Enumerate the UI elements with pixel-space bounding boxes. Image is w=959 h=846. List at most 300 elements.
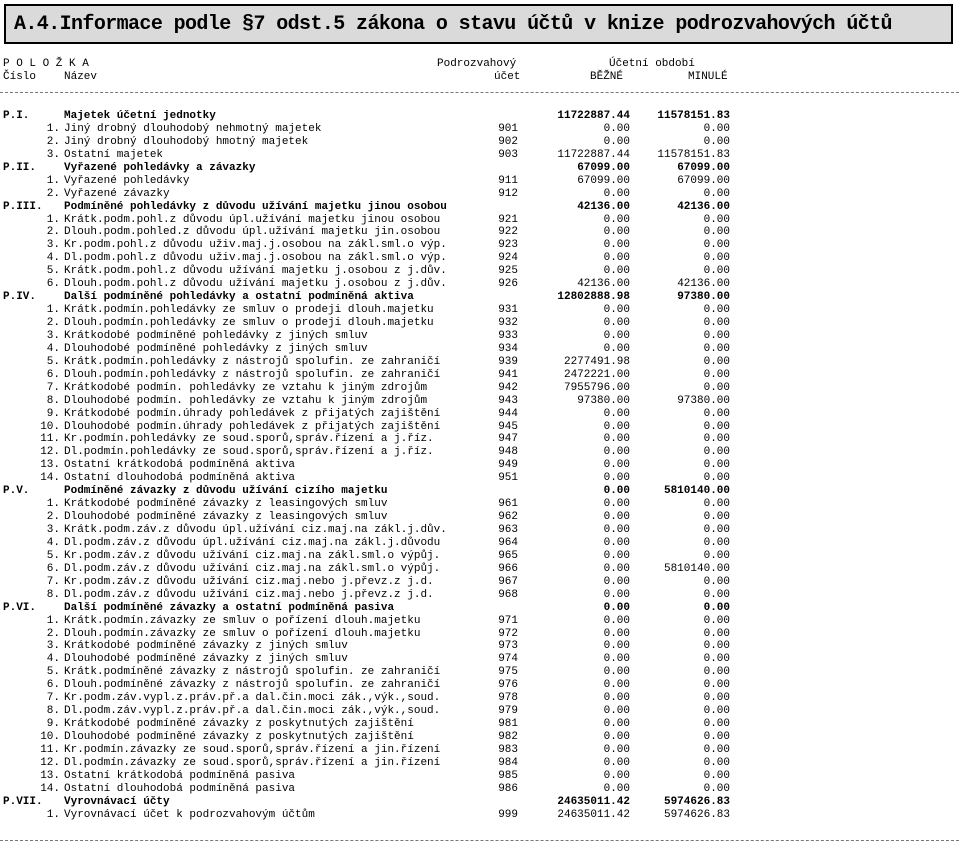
row-current-value: 0.00 [603, 705, 630, 718]
table-row [0, 563, 959, 576]
row-name: Ostatní krátkodobá podmíněná pasiva [64, 769, 296, 782]
table-row [0, 317, 959, 330]
table-row [0, 408, 959, 421]
row-previous-value: 0.00 [703, 627, 730, 640]
row-current-value: 7955796.00 [563, 381, 630, 394]
row-account: 925 [498, 265, 518, 278]
row-number: 1. [46, 174, 60, 187]
table-row [0, 304, 959, 317]
row-previous-value: 42136.00 [677, 278, 730, 291]
row-account: 976 [498, 679, 518, 692]
row-account: 911 [498, 174, 518, 187]
row-name: Kr.podm.záv.z důvodu užívání ciz.maj.nebo j.převz.z j.d. [64, 575, 434, 588]
row-name: Vyrovnávací účet k podrozvahovým účtům [64, 808, 315, 821]
row-previous-value: 0.00 [703, 601, 730, 614]
table-row [0, 421, 959, 434]
row-current-value: 0.00 [603, 731, 630, 743]
row-current-value: 42136.00 [577, 278, 630, 291]
table-row [0, 589, 959, 602]
row-number: 10. [40, 731, 60, 743]
row-previous-value: 0.00 [703, 317, 730, 329]
row-name: Krátkodobé podmín.úhrady pohledávek z přijatých zajištění [64, 407, 441, 420]
table-row [0, 666, 959, 679]
row-previous-value: 0.00 [703, 342, 730, 355]
row-current-value: 0.00 [603, 601, 630, 614]
row-name: Jiný drobný dlouhodobý nehmotný majetek [64, 122, 322, 135]
row-previous-value: 0.00 [703, 549, 730, 562]
row-name: Krátk.podmín.pohledávky ze smluv o prodeji dlouh.majetku [64, 304, 434, 317]
row-name: Dlouh.podm.pohl.z důvodu užívání majetku j.osobou z j.dův. [64, 278, 447, 291]
row-account: 984 [498, 756, 518, 769]
row-current-value: 0.00 [603, 511, 630, 524]
row-account: 948 [498, 446, 518, 459]
row-account: 966 [498, 562, 518, 575]
row-previous-value: 0.00 [703, 614, 730, 627]
row-number: 4. [46, 536, 60, 549]
row-current-value: 0.00 [603, 653, 630, 666]
row-current-value: 0.00 [603, 498, 630, 511]
row-account: 999 [498, 808, 518, 821]
row-number: 2. [46, 627, 60, 640]
row-name: Krátk.podmín.pohledávky z nástrojů spolufin. ze zahraničí [64, 355, 441, 368]
table-row [0, 252, 959, 265]
row-previous-value: 0.00 [703, 498, 730, 511]
row-current-value: 0.00 [603, 627, 630, 640]
row-number: 4. [46, 252, 60, 265]
table-row [0, 188, 959, 201]
section-row [0, 796, 959, 809]
table-row [0, 214, 959, 227]
row-number: 11. [40, 743, 60, 756]
table-row [0, 239, 959, 252]
row-previous-value: 0.00 [703, 782, 730, 795]
row-account: 983 [498, 743, 518, 756]
row-number: 5. [46, 265, 60, 278]
row-number: 10. [40, 420, 60, 433]
row-previous-value: 0.00 [703, 420, 730, 433]
row-number: 11. [40, 433, 60, 446]
table-row [0, 692, 959, 705]
row-name: Ostatní krátkodobá podmíněná aktiva [64, 459, 296, 472]
row-number: 3. [46, 239, 60, 252]
row-previous-value: 0.00 [703, 122, 730, 135]
row-current-value: 11722887.44 [557, 110, 630, 122]
row-account: 986 [498, 782, 518, 795]
row-number: 13. [40, 769, 60, 782]
row-name: Dlouhodobé podmín.úhrady pohledávek z přijatých zajištění [64, 420, 441, 433]
table-row [0, 123, 959, 136]
row-name: Další podmíněné závazky a ostatní podmíněná pasiva [64, 601, 395, 614]
row-previous-value: 0.00 [703, 756, 730, 769]
row-account: 979 [498, 705, 518, 718]
row-previous-value: 0.00 [703, 511, 730, 524]
row-previous-value: 0.00 [703, 355, 730, 368]
row-previous-value: 0.00 [703, 588, 730, 601]
row-name: Krátk.podmín.závazky ze smluv o pořízení dlouh.majetku [64, 614, 421, 627]
row-number: 2. [46, 511, 60, 524]
row-account: 985 [498, 769, 518, 782]
row-name: Krátkodobé podmín. pohledávky ze vztahu k jiným zdrojům [64, 381, 428, 394]
table-row [0, 615, 959, 628]
section-row [0, 201, 959, 214]
row-previous-value: 0.00 [703, 718, 730, 731]
row-account: 901 [498, 122, 518, 135]
row-name: Vyřazené závazky [64, 187, 170, 200]
row-number: 3. [46, 640, 60, 653]
row-previous-value: 0.00 [703, 575, 730, 588]
row-name: Krátk.podm.záv.z důvodu úpl.užívání ciz.maj.na zákl.j.dův. [64, 524, 447, 536]
row-account: 903 [498, 148, 518, 161]
table-row [0, 718, 959, 731]
row-number: 2. [46, 317, 60, 329]
row-number: 3. [46, 148, 60, 161]
row-account: 963 [498, 524, 518, 536]
table-row [0, 369, 959, 382]
row-current-value: 0.00 [603, 769, 630, 782]
section-row [0, 162, 959, 175]
row-account: 921 [498, 213, 518, 226]
row-name: Další podmíněné pohledávky a ostatní podmíněná aktiva [64, 291, 414, 304]
row-current-value: 0.00 [603, 226, 630, 239]
table-row [0, 679, 959, 692]
row-number: P.VII. [3, 795, 43, 808]
row-number: 5. [46, 666, 60, 679]
table-row [0, 382, 959, 395]
row-number: P.I. [3, 110, 30, 122]
row-number: 14. [40, 472, 60, 485]
row-name: Dlouh.podmín.pohledávky z nástrojů spolufin. ze zahraničí [64, 368, 441, 381]
table-row [0, 550, 959, 563]
row-account: 962 [498, 511, 518, 524]
row-name: Ostatní dlouhodobá podmíněná aktiva [64, 472, 296, 485]
row-name: Dlouhodobé podmín. pohledávky ze vztahu k jiným zdrojům [64, 394, 428, 407]
row-previous-value: 0.00 [703, 536, 730, 549]
row-previous-value: 5810140.00 [663, 485, 730, 498]
row-number: 5. [46, 549, 60, 562]
row-previous-value: 42136.00 [677, 200, 730, 213]
row-current-value: 0.00 [603, 433, 630, 446]
row-current-value: 0.00 [603, 562, 630, 575]
row-number: 8. [46, 394, 60, 407]
row-current-value: 0.00 [603, 756, 630, 769]
row-previous-value: 0.00 [703, 329, 730, 342]
row-previous-value: 0.00 [703, 640, 730, 653]
row-account: 902 [498, 135, 518, 148]
row-previous-value: 0.00 [703, 265, 730, 278]
row-name: Dlouhodobé podmíněné závazky z poskytnutých zajištění [64, 731, 414, 743]
row-previous-value: 0.00 [703, 472, 730, 485]
row-account: 975 [498, 666, 518, 679]
row-number: 1. [46, 213, 60, 226]
table-row [0, 459, 959, 472]
table-row [0, 149, 959, 162]
table-row [0, 576, 959, 589]
section-row [0, 602, 959, 615]
row-number: 3. [46, 524, 60, 536]
row-current-value: 0.00 [603, 718, 630, 731]
table-row [0, 498, 959, 511]
row-number: 4. [46, 342, 60, 355]
row-previous-value: 0.00 [703, 679, 730, 692]
row-current-value: 0.00 [603, 743, 630, 756]
row-account: 923 [498, 239, 518, 252]
row-account: 947 [498, 433, 518, 446]
row-account: 965 [498, 549, 518, 562]
row-current-value: 2472221.00 [563, 368, 630, 381]
row-number: P.III. [3, 200, 43, 213]
row-account: 978 [498, 692, 518, 705]
row-number: 6. [46, 278, 60, 291]
row-current-value: 0.00 [603, 265, 630, 278]
row-current-value: 67099.00 [577, 174, 630, 187]
table-row [0, 705, 959, 718]
row-number: 6. [46, 562, 60, 575]
row-name: Dlouhodobé podmíněné závazky z leasingových smluv [64, 511, 388, 524]
row-account: 951 [498, 472, 518, 485]
row-previous-value: 0.00 [703, 769, 730, 782]
footer-divider [0, 840, 959, 841]
row-previous-value: 0.00 [703, 433, 730, 446]
table-row [0, 446, 959, 459]
row-current-value: 0.00 [603, 317, 630, 329]
row-name: Ostatní majetek [64, 148, 164, 161]
row-previous-value: 97380.00 [677, 291, 730, 304]
row-current-value: 0.00 [603, 472, 630, 485]
row-account: 973 [498, 640, 518, 653]
row-name: Dlouhodobé podmíněné závazky z jiných smluv [64, 653, 348, 666]
table-row [0, 395, 959, 408]
row-current-value: 0.00 [603, 329, 630, 342]
row-current-value: 0.00 [603, 187, 630, 200]
row-number: 6. [46, 679, 60, 692]
section-row [0, 110, 959, 123]
row-account: 922 [498, 226, 518, 239]
table-row [0, 783, 959, 796]
row-current-value: 67099.00 [577, 161, 630, 174]
row-number: 6. [46, 368, 60, 381]
table-row [0, 356, 959, 369]
row-number: 12. [40, 756, 60, 769]
row-name: Dl.podm.záv.z důvodu užívání ciz.maj.na zákl.sml.o výpůj. [64, 562, 441, 575]
row-name: Krátk.podmíněné závazky z nástrojů spolufin. ze zahraničí [64, 666, 441, 679]
row-current-value: 24635011.42 [557, 808, 630, 821]
table-row [0, 511, 959, 524]
row-number: 12. [40, 446, 60, 459]
row-current-value: 0.00 [603, 304, 630, 317]
table-row [0, 343, 959, 356]
row-number: 1. [46, 498, 60, 511]
row-name: Krátkodobé podmíněné závazky z leasingových smluv [64, 498, 388, 511]
table-row [0, 731, 959, 744]
row-account: 944 [498, 407, 518, 420]
table-row [0, 175, 959, 188]
row-account: 926 [498, 278, 518, 291]
row-number: 14. [40, 782, 60, 795]
row-account: 942 [498, 381, 518, 394]
row-previous-value: 0.00 [703, 381, 730, 394]
row-number: 3. [46, 329, 60, 342]
row-previous-value: 0.00 [703, 446, 730, 459]
row-current-value: 97380.00 [577, 394, 630, 407]
header-ucet: účet [494, 71, 521, 83]
header-divider [0, 92, 959, 93]
row-account: 981 [498, 718, 518, 731]
row-number: 2. [46, 135, 60, 148]
row-current-value: 2277491.98 [563, 355, 630, 368]
row-previous-value: 0.00 [703, 368, 730, 381]
row-previous-value: 0.00 [703, 653, 730, 666]
row-current-value: 12802888.98 [557, 291, 630, 304]
row-current-value: 0.00 [603, 536, 630, 549]
row-name: Jiný drobný dlouhodobý hmotný majetek [64, 135, 309, 148]
row-number: 4. [46, 653, 60, 666]
row-name: Vyřazené pohledávky [64, 174, 190, 187]
row-name: Kr.podm.pohl.z důvodu uživ.maj.j.osobou na zákl.sml.o výp. [64, 239, 447, 252]
table-row [0, 472, 959, 485]
table-row [0, 770, 959, 783]
page-title-box [4, 4, 953, 44]
row-name: Kr.podm.záv.vypl.z.práv.př.a dal.čin.moci zák.,výk.,soud. [64, 692, 441, 705]
row-current-value: 0.00 [603, 575, 630, 588]
row-account: 964 [498, 536, 518, 549]
row-name: Kr.podmín.závazky ze soud.sporů,správ.řízení a jin.řízení [64, 743, 441, 756]
table-row [0, 226, 959, 239]
row-name: Vyřazené pohledávky a závazky [64, 161, 256, 174]
row-name: Dl.podm.záv.z důvodu úpl.užívání ciz.maj.na zákl.j.důvodu [64, 536, 441, 549]
table-row [0, 524, 959, 537]
row-number: 5. [46, 355, 60, 368]
table-row [0, 136, 959, 149]
section-row [0, 485, 959, 498]
row-current-value: 0.00 [603, 407, 630, 420]
row-name: Krátk.podm.pohl.z důvodu úpl.užívání majetku jinou osobou [64, 213, 441, 226]
row-name: Dl.podmín.závazky ze soud.sporů,správ.řízení a jin.řízení [64, 756, 441, 769]
row-current-value: 0.00 [603, 782, 630, 795]
table-row [0, 330, 959, 343]
row-current-value: 0.00 [603, 459, 630, 472]
row-number: 9. [46, 718, 60, 731]
row-previous-value: 0.00 [703, 692, 730, 705]
row-name: Dl.podm.záv.vypl.z.práv.př.a dal.čin.moci zák.,výk.,soud. [64, 705, 441, 718]
row-name: Ostatní dlouhodobá podmíněná pasiva [64, 782, 296, 795]
table-row [0, 757, 959, 770]
row-account: 968 [498, 588, 518, 601]
row-account: 912 [498, 187, 518, 200]
row-number: 13. [40, 459, 60, 472]
row-name: Podmíněné pohledávky z důvodu užívání majetku jinou osobou [64, 200, 447, 213]
table-row [0, 809, 959, 822]
row-name: Dl.podm.záv.z důvodu užívání ciz.maj.nebo j.převz.z j.d. [64, 588, 434, 601]
row-current-value: 0.00 [603, 614, 630, 627]
row-number: 8. [46, 705, 60, 718]
row-previous-value: 5974626.83 [663, 795, 730, 808]
row-previous-value: 11578151.83 [657, 110, 730, 122]
row-account: 931 [498, 304, 518, 317]
row-previous-value: 0.00 [703, 187, 730, 200]
row-current-value: 0.00 [603, 679, 630, 692]
row-current-value: 0.00 [603, 342, 630, 355]
row-name: Dlouh.podm.pohled.z důvodu úpl.užívání majetku jin.osobou [64, 226, 441, 239]
row-previous-value: 0.00 [703, 239, 730, 252]
row-number: 1. [46, 614, 60, 627]
row-current-value: 0.00 [603, 485, 630, 498]
row-previous-value: 97380.00 [677, 394, 730, 407]
row-previous-value: 0.00 [703, 213, 730, 226]
row-number: 1. [46, 304, 60, 317]
row-name: Vyrovnávací účty [64, 795, 170, 808]
row-previous-value: 0.00 [703, 524, 730, 536]
row-previous-value: 0.00 [703, 731, 730, 743]
page-title: A.4.Informace podle §7 odst.5 zákona o stavu účtů v knize podrozvahových účtů [14, 12, 892, 36]
row-name: Dl.podmín.pohledávky ze soud.sporů,správ.řízení a j.říz. [64, 446, 434, 459]
row-current-value: 24635011.42 [557, 795, 630, 808]
row-number: 1. [46, 122, 60, 135]
table-row [0, 265, 959, 278]
row-number: P.IV. [3, 291, 37, 304]
row-previous-value: 0.00 [703, 459, 730, 472]
row-current-value: 0.00 [603, 446, 630, 459]
row-current-value: 0.00 [603, 239, 630, 252]
row-name: Podmíněné závazky z důvodu užívání cizího majetku [64, 485, 388, 498]
row-number: 2. [46, 187, 60, 200]
row-account: 961 [498, 498, 518, 511]
row-number: 1. [46, 808, 60, 821]
row-previous-value: 0.00 [703, 226, 730, 239]
row-previous-value: 67099.00 [677, 161, 730, 174]
row-number: 2. [46, 226, 60, 239]
row-name: Dlouhodobé podmíněné pohledávky z jiných smluv [64, 342, 368, 355]
row-previous-value: 0.00 [703, 666, 730, 679]
table-row [0, 628, 959, 641]
header-bezne: BĚŽNÉ [590, 71, 624, 83]
row-number: 7. [46, 381, 60, 394]
row-name: Dlouh.podmín.pohledávky ze smluv o prodeji dlouh.majetku [64, 317, 434, 329]
row-account: 972 [498, 627, 518, 640]
row-number: 9. [46, 407, 60, 420]
table-row [0, 653, 959, 666]
table-row [0, 744, 959, 757]
row-previous-value: 0.00 [703, 705, 730, 718]
row-previous-value: 0.00 [703, 407, 730, 420]
row-previous-value: 5974626.83 [663, 808, 730, 821]
row-current-value: 42136.00 [577, 200, 630, 213]
row-account: 982 [498, 731, 518, 743]
row-current-value: 0.00 [603, 252, 630, 265]
table-row [0, 278, 959, 291]
row-number: P.V. [3, 485, 30, 498]
header-cislo: Číslo [3, 71, 37, 83]
row-name: Krátk.podm.pohl.z důvodu užívání majetku j.osobou z j.dův. [64, 265, 447, 278]
row-name: Krátkodobé podmíněné pohledávky z jiných smluv [64, 329, 368, 342]
row-account: 932 [498, 317, 518, 329]
row-account: 945 [498, 420, 518, 433]
row-current-value: 11722887.44 [557, 148, 630, 161]
row-previous-value: 67099.00 [677, 174, 730, 187]
row-previous-value: 0.00 [703, 135, 730, 148]
row-account: 941 [498, 368, 518, 381]
table-row [0, 537, 959, 550]
row-current-value: 0.00 [603, 213, 630, 226]
table-row [0, 433, 959, 446]
row-account: 974 [498, 653, 518, 666]
row-current-value: 0.00 [603, 692, 630, 705]
header-nazev: Název [64, 71, 98, 83]
row-current-value: 0.00 [603, 666, 630, 679]
row-name: Dlouh.podmíněné závazky z nástrojů spolufin. ze zahraničí [64, 679, 441, 692]
items-table [0, 110, 959, 822]
row-number: P.VI. [3, 601, 37, 614]
row-account: 949 [498, 459, 518, 472]
